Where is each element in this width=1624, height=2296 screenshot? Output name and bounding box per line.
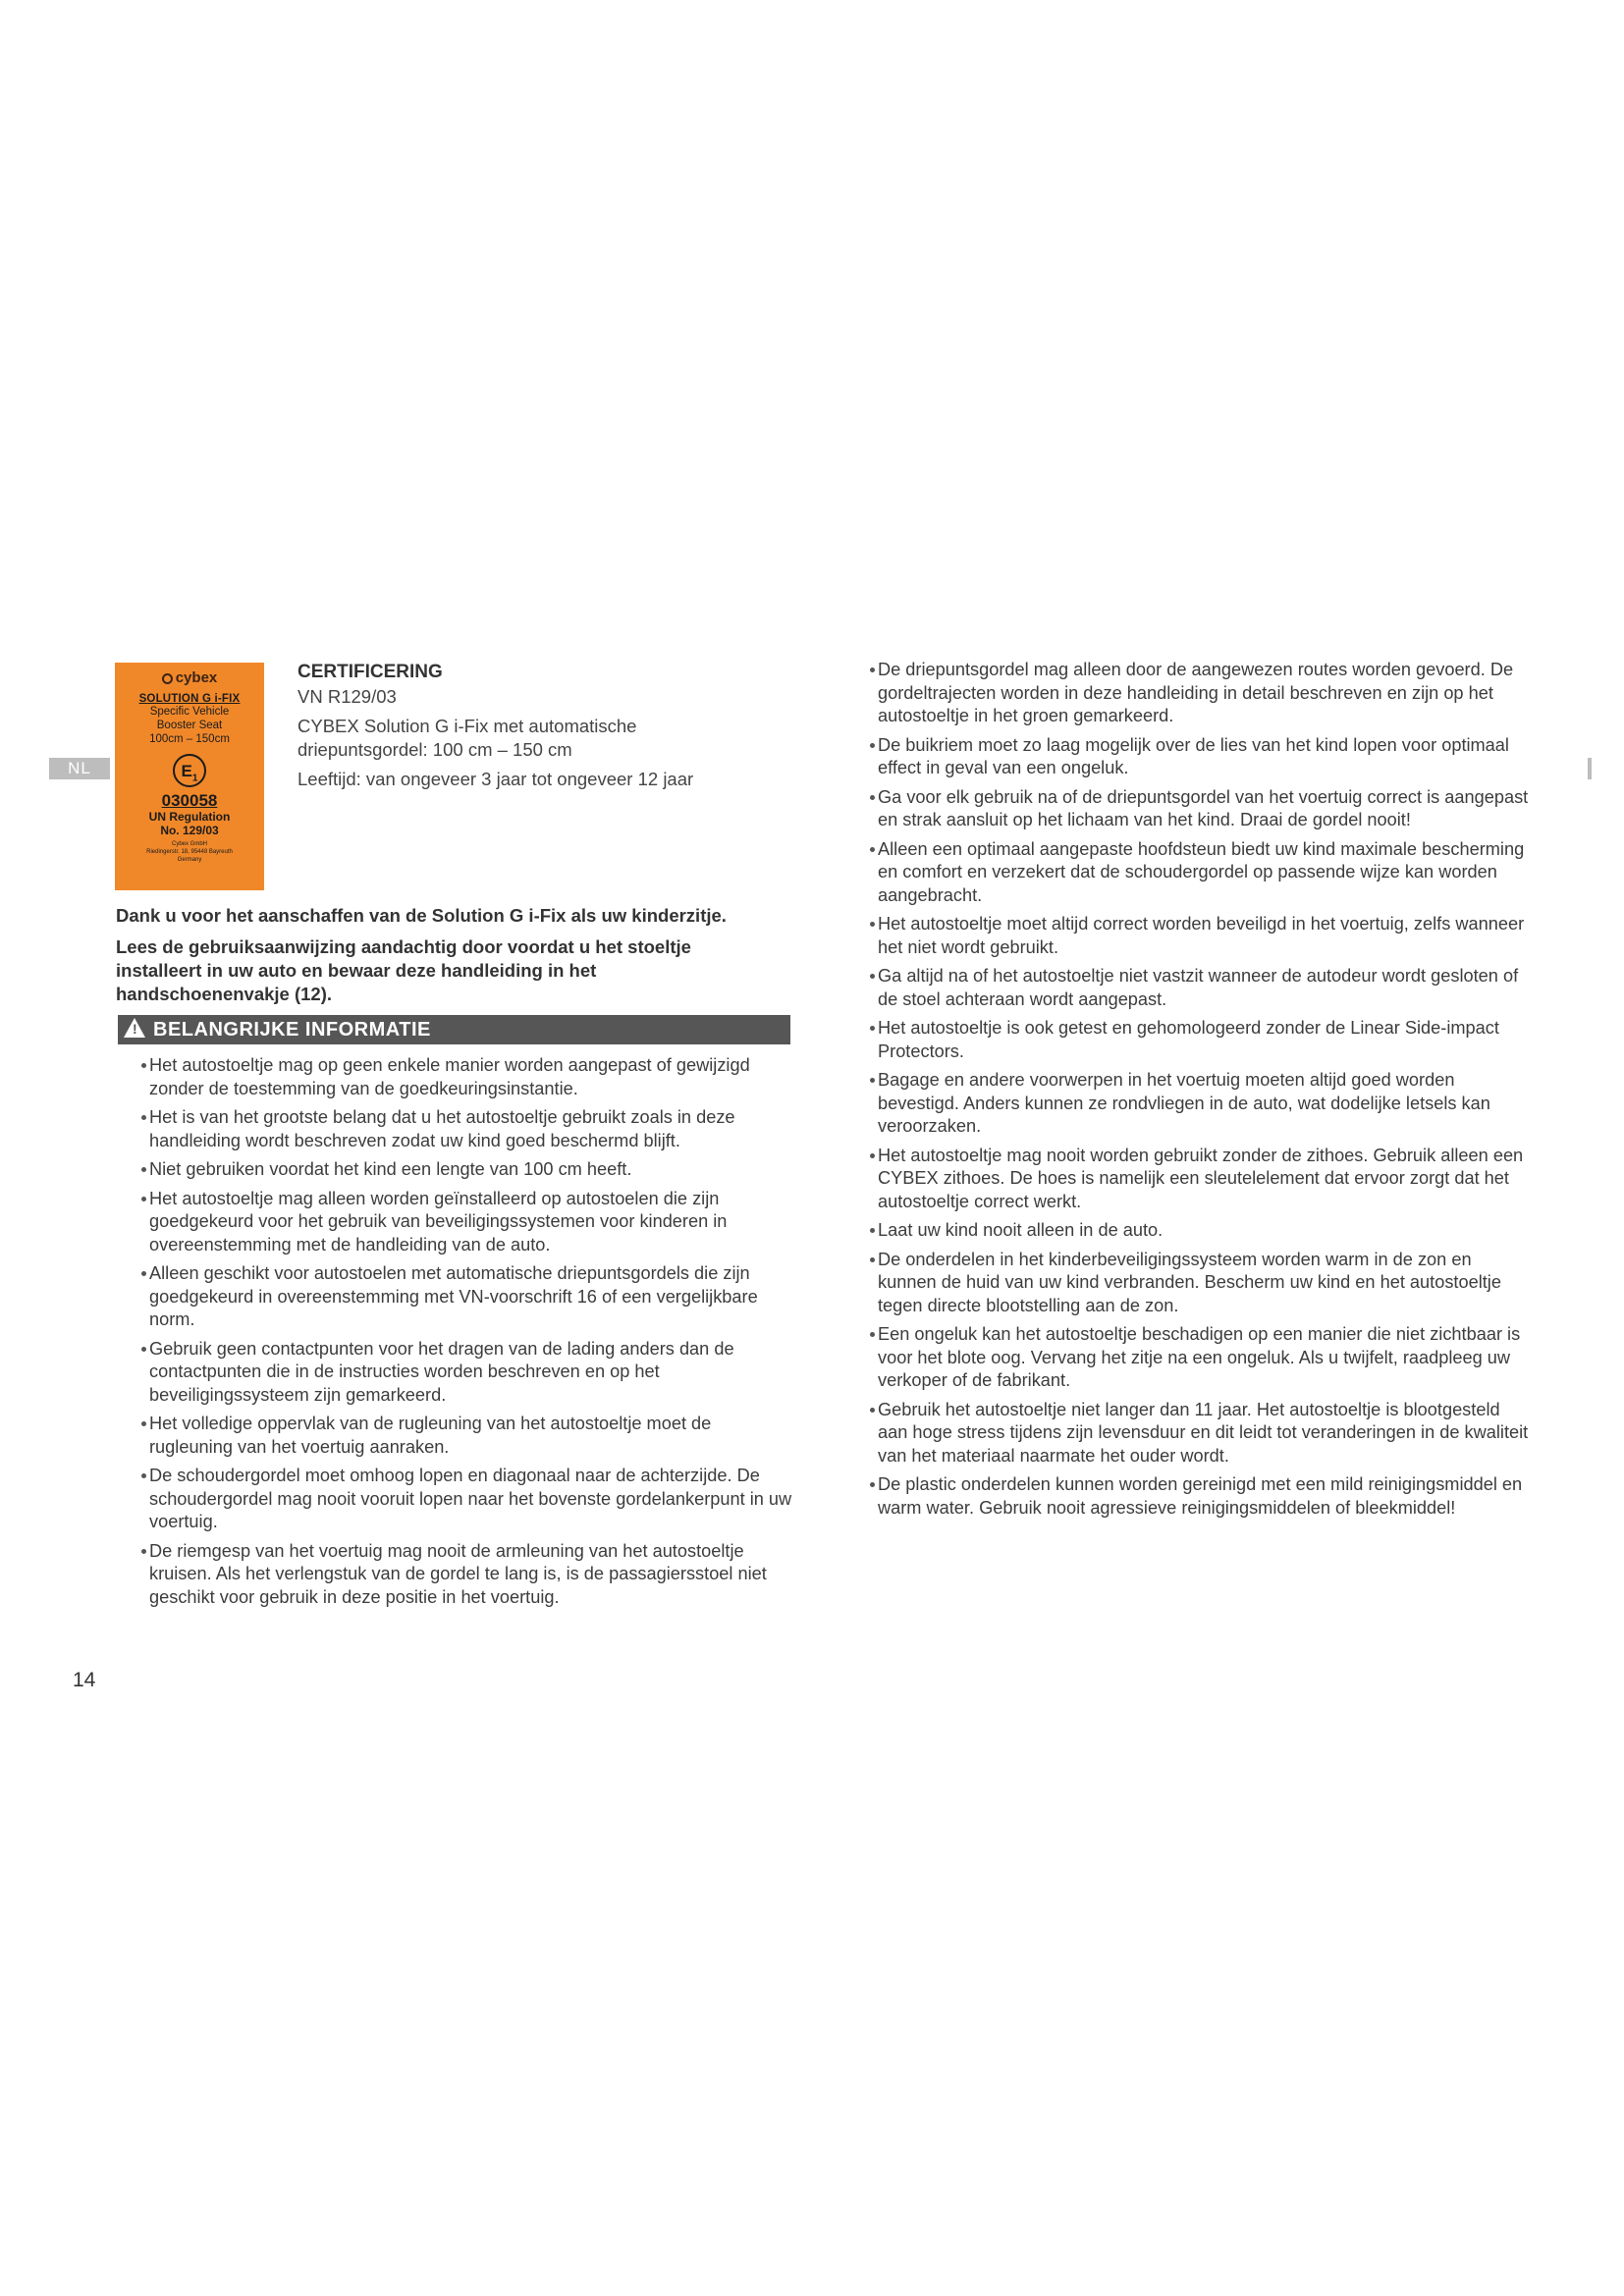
right-column-list: [876, 659, 1534, 1525]
list-item: [147, 1540, 795, 1610]
label-regulation-line2: No. 129/03: [160, 824, 219, 837]
language-tab-nl: NL: [49, 758, 110, 779]
list-item-text: De driepuntsgordel mag alleen door de aangewezen routes worden gevoerd. De gordeltrajecten worden in deze handleiding in detail beschreven en zijn op het autostoeltje in het groen gemarkeerd.: [878, 660, 1514, 725]
warning-triangle-icon: [124, 1018, 145, 1038]
bullet-icon: [870, 847, 875, 852]
list-item-text: Alleen geschikt voor autostoelen met automatische driepuntsgordels die zijn goedgekeurd in overeenstemming met VN-voorschrift 16 of een vergelijkbare norm.: [149, 1263, 758, 1329]
page-number: 14: [73, 1669, 96, 1691]
brand-logo: [115, 668, 264, 688]
bullet-icon: [870, 1257, 875, 1262]
list-item-text: Ga voor elk gebruik na of de driepuntsgordel van het voertuig correct is aangepast en strak aansluit op het lichaam van het kind. Draai de gordel nooit!: [878, 786, 1529, 829]
certification-product-line2: driepuntsgordel: 100 cm – 150 cm: [298, 739, 572, 760]
cybex-logo-icon: [162, 673, 173, 684]
certification-title: CERTIFICERING: [298, 662, 443, 682]
list-item: [876, 1323, 1534, 1393]
list-item-text: De buikriem moet zo laag mogelijk over de lies van het kind lopen voor optimaal effect in geval van een ongeluk.: [878, 734, 1509, 777]
bullet-icon: [870, 1078, 875, 1083]
bullet-icon: [141, 1421, 146, 1426]
approval-number: 030058: [161, 791, 218, 810]
bullet-icon: [870, 1408, 875, 1413]
list-item: [147, 1106, 795, 1152]
label-manufacturer-line2: Riedingerstr. 18, 95448 Bayreuth: [146, 849, 233, 855]
bullet-icon: [870, 1153, 875, 1158]
list-item-text: Gebruik geen contactpunten voor het dragen van de lading anders dan de contactpunten die in de instructies worden beschreven en op het beveiligingssysteem zijn gemarkeerd.: [149, 1338, 734, 1405]
list-item: [876, 1473, 1534, 1520]
certification-product-line1: CYBEX Solution G i-Fix met automatische: [298, 716, 637, 736]
bullet-icon: [870, 1482, 875, 1487]
e-mark-icon: [173, 754, 206, 787]
list-item: [876, 1145, 1534, 1214]
list-item: [876, 1069, 1534, 1139]
list-item: [876, 965, 1534, 1011]
left-column-list: [147, 1054, 795, 1615]
list-item-text: Het volledige oppervlak van de rugleuning van het autostoeltje moet de rugleuning van het voertuig aanraken.: [149, 1414, 712, 1457]
list-item-text: Alleen een optimaal aangepaste hoofdsteun biedt uw kind maximale bescherming en comfort en verzekert dat de schoudergordel op passende wijze kan worden aangebracht.: [878, 838, 1525, 905]
list-item: [876, 1219, 1534, 1243]
certification-age: Leeftijd: van ongeveer 3 jaar tot ongeveer 12 jaar: [298, 769, 694, 789]
list-item: [147, 1338, 795, 1408]
bullet-icon: [141, 1473, 146, 1478]
section-title: BELANGRIJKE INFORMATIE: [153, 1019, 431, 1041]
list-item-text: Het autostoeltje mag nooit worden gebruikt zonder de zithoes. Gebruik alleen een CYBEX zithoes. De hoes is namelijk een sleutelelement dat ervoor zorgt dat het autostoeltje correct werkt.: [878, 1145, 1524, 1211]
bullet-icon: [141, 1549, 146, 1554]
list-item-text: Het autostoeltje moet altijd correct worden beveiligd in het voertuig, zelfs wanneer het niet wordt gebruikt.: [878, 914, 1525, 957]
list-item: [147, 1188, 795, 1257]
brand-name: cybex: [175, 669, 218, 686]
list-item-text: Een ongeluk kan het autostoeltje beschadigen op een manier die niet zichtbaar is voor het blote oog. Vervang het zitje na een ongeluk. Als u twijfelt, raadpleeg uw verkoper of de fabrikant.: [878, 1324, 1521, 1390]
bullet-icon: [141, 1115, 146, 1120]
bullet-icon: [870, 1228, 875, 1233]
bullet-icon: [141, 1347, 146, 1352]
right-page-marker: [1588, 758, 1592, 779]
approval-label: [115, 663, 264, 890]
list-item-text: Het autostoeltje mag alleen worden geïnstalleerd op autostoelen die zijn goedgekeurd voor het gebruik van beveiligingssystemen voor kinderen in overeenstemming met de handleiding van de auto.: [149, 1188, 728, 1255]
bullet-icon: [141, 1167, 146, 1172]
e-mark-letter: E: [181, 762, 192, 780]
bullet-icon: [141, 1063, 146, 1068]
list-item-text: De onderdelen in het kinderbeveiligingssysteem worden warm in de zon en kunnen de huid van uw kind verbranden. Bescherm uw kind en het autostoeltje tegen directe blootstelling aan de zon.: [878, 1249, 1501, 1315]
bullet-icon: [870, 922, 875, 927]
list-item-text: Het autostoeltje mag op geen enkele manier worden aangepast of gewijzigd zonder de toestemming van de goedkeuringsinstantie.: [149, 1055, 750, 1098]
bullet-icon: [141, 1197, 146, 1201]
list-item: [876, 786, 1534, 832]
section-header-important-info: [118, 1015, 790, 1044]
label-type-line1: Specific Vehicle: [149, 706, 230, 718]
list-item: [876, 659, 1534, 728]
list-item: [876, 913, 1534, 959]
list-item: [876, 734, 1534, 780]
bullet-icon: [870, 1332, 875, 1337]
label-range: 100cm – 150cm: [149, 733, 230, 745]
list-item-text: Bagage en andere voorwerpen in het voertuig moeten altijd goed worden bevestigd. Anders kunnen ze rondvliegen in de auto, wat dodelijke letsels kan veroorzaken.: [878, 1070, 1490, 1136]
bullet-icon: [870, 667, 875, 672]
bullet-icon: [870, 743, 875, 748]
list-item: [147, 1262, 795, 1332]
list-item: [147, 1465, 795, 1534]
list-item: [147, 1413, 795, 1459]
list-item-text: De plastic onderdelen kunnen worden gereinigd met een mild reinigingsmiddel en warm water. Gebruik nooit agressieve reinigingsmiddelen of bleekmiddel!: [878, 1474, 1523, 1518]
list-item: [147, 1158, 795, 1182]
list-item-text: Het autostoeltje is ook getest en gehomologeerd zonder de Linear Side-impact Protectors.: [878, 1018, 1499, 1061]
list-item-text: Niet gebruiken voordat het kind een lengte van 100 cm heeft.: [149, 1159, 632, 1179]
list-item-text: De schoudergordel moet omhoog lopen en diagonaal naar de achterzijde. De schoudergordel mag nooit vooruit lopen naar het bovenste gordelankerpunt in uw voertuig.: [149, 1466, 792, 1531]
list-item: [147, 1054, 795, 1100]
label-regulation-line1: UN Regulation: [148, 810, 231, 824]
list-item-text: De riemgesp van het voertuig mag nooit de armleuning van het autostoeltje kruisen. Als het verlengstuk van de gordel te lang is, is de passagiersstoel niet geschikt voor gebruik in deze positie in het voertuig.: [149, 1540, 767, 1607]
certification-regulation: VN R129/03: [298, 686, 397, 707]
read-instructions-text: Lees de gebruiksaanwijzing aandachtig door voordat u het stoeltje installeert in uw auto en bewaar deze handleiding in het handschoenenvakje (12).: [116, 936, 691, 1004]
list-item-text: Ga altijd na of het autostoeltje niet vastzit wanneer de autodeur wordt gesloten of de stoel achteraan wordt aangepast.: [878, 966, 1519, 1009]
label-type-line2: Booster Seat: [156, 720, 223, 731]
label-model: SOLUTION G i-FIX: [138, 693, 241, 705]
bullet-icon: [870, 974, 875, 979]
bullet-icon: [870, 1026, 875, 1031]
list-item: [876, 1399, 1534, 1468]
list-item: [876, 1249, 1534, 1318]
list-item: [876, 838, 1534, 908]
label-manufacturer-line1: Cybex GmbH: [171, 841, 207, 847]
list-item-text: Het is van het grootste belang dat u het autostoeltje gebruikt zoals in deze handleiding wordt beschreven zodat uw kind goed beschermd blijft.: [149, 1107, 735, 1150]
bullet-icon: [141, 1271, 146, 1276]
bullet-icon: [870, 795, 875, 800]
thank-you-text: Dank u voor het aanschaffen van de Solution G i-Fix als uw kinderzitje.: [116, 905, 727, 926]
label-manufacturer-line3: Germany: [177, 857, 202, 863]
list-item: [876, 1017, 1534, 1063]
list-item-text: Gebruik het autostoeltje niet langer dan 11 jaar. Het autostoeltje is blootgesteld aan hoge stress tijdens zijn levensduur en dit leidt tot veranderingen in de kwaliteit van het materiaal naarmate het ouder wordt.: [878, 1399, 1529, 1466]
e-mark-number: 1: [191, 773, 198, 784]
list-item-text: Laat uw kind nooit alleen in de auto.: [878, 1220, 1164, 1240]
certification-block: [298, 660, 749, 791]
